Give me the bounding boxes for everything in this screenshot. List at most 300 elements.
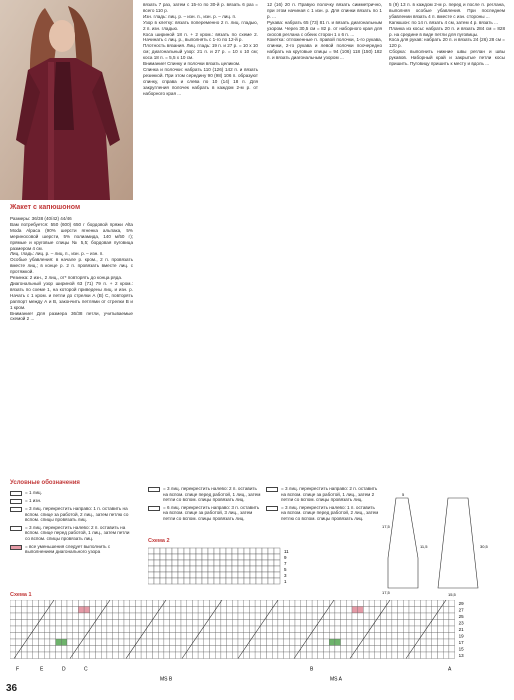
measure-6: 5 xyxy=(402,492,405,497)
scheme1-cell xyxy=(318,652,324,659)
intro-paragraph: Лиц. гладь: лиц. р. – лиц. п., изн. р. – изн. п. xyxy=(10,251,104,257)
scheme1-cell xyxy=(415,646,421,653)
scheme1-cell xyxy=(267,626,273,633)
scheme1-cell xyxy=(141,639,147,646)
scheme1-cell xyxy=(432,626,438,633)
scheme1-cell xyxy=(181,633,187,640)
scheme1-cell xyxy=(238,600,244,607)
scheme1-cell xyxy=(341,633,347,640)
scheme1-cell xyxy=(124,633,130,640)
intro-paragraph: Внимание! Для размера 36/38 петли, учитываемые схемой 2 ... xyxy=(10,310,133,322)
scheme1-cell xyxy=(255,607,261,614)
scheme1-cell xyxy=(306,652,312,659)
scheme1-cell xyxy=(329,652,335,659)
scheme2-cell xyxy=(244,560,250,566)
scheme1-cell xyxy=(56,620,62,627)
scheme1-cell xyxy=(403,626,409,633)
scheme2-cell xyxy=(268,572,274,578)
scheme1-cell xyxy=(50,652,56,659)
scheme2-cell xyxy=(250,554,256,560)
scheme1-cell xyxy=(318,633,324,640)
scheme1-cell xyxy=(192,626,198,633)
legend-symbol-icon xyxy=(148,506,160,511)
scheme1-cell xyxy=(192,620,198,627)
scheme1-cell xyxy=(375,626,381,633)
scheme1-cell xyxy=(39,626,45,633)
scheme1-cell xyxy=(153,600,159,607)
scheme2-cell xyxy=(214,566,220,572)
page-number: 36 xyxy=(6,683,18,694)
scheme1-arrow-label: D xyxy=(62,666,66,673)
scheme1-cell xyxy=(113,652,119,659)
scheme2-cell xyxy=(232,578,238,584)
scheme1-cell xyxy=(295,626,301,633)
scheme1-cell xyxy=(398,620,404,627)
scheme2-cell xyxy=(172,548,178,554)
legend-symbol-icon xyxy=(10,526,22,531)
scheme1-cell xyxy=(27,620,33,627)
scheme1-cell xyxy=(198,607,204,614)
scheme1-cell xyxy=(267,613,273,620)
measure-2: 17,5 xyxy=(382,590,390,595)
scheme1-cell xyxy=(130,633,136,640)
scheme1-cell xyxy=(392,646,398,653)
scheme1-arrow-label: E xyxy=(40,666,44,673)
scheme1-cell xyxy=(135,639,141,646)
scheme1-cell xyxy=(107,626,113,633)
scheme1-cell xyxy=(187,607,193,614)
scheme2-cell xyxy=(262,560,268,566)
scheme1-cell xyxy=(147,600,153,607)
scheme1-cell xyxy=(244,639,250,646)
scheme1-cell xyxy=(90,646,96,653)
legend-text: = 3 лиц. перекрестить направо: 2 п. оставить на вспом. спице за работой, 1 лиц., затем 2 петли со вспом. спицы провязать лиц. xyxy=(281,486,378,503)
scheme1-cell xyxy=(363,652,369,659)
scheme2-cell xyxy=(202,566,208,572)
scheme1-cell xyxy=(210,652,216,659)
scheme1-cell xyxy=(335,607,341,614)
scheme1-cell xyxy=(39,600,45,607)
scheme1-cell xyxy=(175,600,181,607)
intro-paragraph: Диагональный узор шириной 63 (71) 79 п. + 2 кром.: вязать по схеме 1, на которой приведены лиц. и изн. р. Начать с 1 кром. и петли до стрелки А (В) С, повторять раппорт между А и В, закончить петлями от стрелки В и 1 кром. xyxy=(10,280,133,310)
scheme1-cell xyxy=(107,639,113,646)
scheme1-cell xyxy=(438,607,444,614)
scheme1-cell xyxy=(130,607,136,614)
scheme1-cell xyxy=(255,652,261,659)
scheme1-row-number: 23 xyxy=(458,620,464,626)
scheme1-cell xyxy=(153,607,159,614)
scheme1-cell xyxy=(221,600,227,607)
scheme1-cell xyxy=(21,600,27,607)
scheme1-cell xyxy=(90,607,96,614)
scheme1-cell xyxy=(244,607,250,614)
scheme1-cell xyxy=(426,613,432,620)
scheme2-cell xyxy=(190,566,196,572)
scheme1-cell xyxy=(284,633,290,640)
scheme1-cell xyxy=(118,626,124,633)
scheme1-cell xyxy=(198,613,204,620)
scheme1-cell xyxy=(329,620,335,627)
legend-list-2 xyxy=(148,486,262,524)
scheme1-cell xyxy=(56,639,62,646)
scheme1-cell xyxy=(249,639,255,646)
scheme1-cell xyxy=(181,620,187,627)
scheme1-cell xyxy=(375,639,381,646)
scheme1-cell xyxy=(130,613,136,620)
scheme1-cell xyxy=(232,613,238,620)
scheme1-cell xyxy=(16,639,22,646)
scheme1-cell xyxy=(392,613,398,620)
col1-paragraph: вязать 7 раз, затем с 15-го по 30-й р. вязать 6 раз = всего 110 р. xyxy=(143,2,258,13)
scheme1-cell xyxy=(295,639,301,646)
scheme1-cell xyxy=(164,633,170,640)
scheme1-cell xyxy=(284,600,290,607)
scheme1-cell xyxy=(21,639,27,646)
legend-item xyxy=(266,505,380,522)
scheme1-cell xyxy=(369,652,375,659)
scheme2-cell xyxy=(208,548,214,554)
scheme2-cell xyxy=(148,578,154,584)
scheme1-cell xyxy=(130,639,136,646)
scheme1-cell xyxy=(158,639,164,646)
scheme1-cell xyxy=(289,613,295,620)
col1-paragraph: Плотность вязания. Лиц. гладь: 19 п. и 27 р. = 10 х 10 см; диагональный узор: 21 п. и 27 р. = 10 х 10 см; коса 18 п. = 5,5 х 10 см. xyxy=(143,43,258,61)
scheme1-cell xyxy=(398,633,404,640)
scheme1-cell xyxy=(312,613,318,620)
scheme2-cell xyxy=(148,560,154,566)
scheme1-cell xyxy=(346,626,352,633)
col1-paragraph: Внимание! Спинку и полочки вязать целиком. xyxy=(143,61,241,67)
scheme1-cell xyxy=(306,646,312,653)
scheme1-cell xyxy=(153,646,159,653)
scheme1-cell xyxy=(341,639,347,646)
scheme2-cell xyxy=(154,554,160,560)
scheme1-cell xyxy=(261,607,267,614)
scheme1-cell xyxy=(135,626,141,633)
scheme1-cell xyxy=(141,600,147,607)
legend-symbol-icon xyxy=(10,499,22,504)
scheme1-row-number: 19 xyxy=(458,633,464,639)
scheme1-cell xyxy=(158,600,164,607)
scheme1-cell xyxy=(381,620,387,627)
scheme1-cell xyxy=(369,600,375,607)
scheme2-cell xyxy=(262,548,268,554)
scheme2-cell xyxy=(166,548,172,554)
scheme1-cell xyxy=(386,607,392,614)
scheme1-cell xyxy=(403,639,409,646)
scheme1-cell xyxy=(381,639,387,646)
scheme1-cell xyxy=(170,620,176,627)
scheme1-cell xyxy=(289,607,295,614)
scheme1-cell xyxy=(443,633,449,640)
scheme1-cell xyxy=(10,607,16,614)
scheme1-cell xyxy=(50,620,56,627)
col3-paragraph: Коса для рукав: набрать 20 п. и вязать 24 (26) 28 см = 120 р. xyxy=(389,37,505,49)
scheme1-cell xyxy=(392,639,398,646)
scheme2-cell xyxy=(160,560,166,566)
scheme1-cell xyxy=(204,652,210,659)
scheme1-cell xyxy=(352,626,358,633)
col1-paragraph: Узор в клетку: вязать попеременно 2 п. лиц. гладью, 2 п. изн. гладью. xyxy=(143,19,258,31)
scheme1-cell xyxy=(267,639,273,646)
scheme1-cell xyxy=(272,626,278,633)
scheme1-cell xyxy=(386,626,392,633)
scheme2-cell xyxy=(160,578,166,584)
scheme1-cell xyxy=(449,639,455,646)
scheme1-cell xyxy=(175,620,181,627)
scheme1-arrow-label: A xyxy=(448,666,452,673)
scheme1-cell xyxy=(61,626,67,633)
scheme1-cell xyxy=(73,613,79,620)
scheme1-cell xyxy=(249,620,255,627)
scheme1-cell xyxy=(50,639,56,646)
scheme1-cell xyxy=(78,607,84,614)
scheme2-cell xyxy=(250,578,256,584)
legend-title: Условные обозначения xyxy=(10,480,80,486)
text-column-1 xyxy=(143,2,258,160)
scheme2-cell xyxy=(184,578,190,584)
scheme2-cell xyxy=(178,554,184,560)
scheme1-cell xyxy=(335,626,341,633)
legend-list-3 xyxy=(266,486,380,524)
scheme1-cell xyxy=(272,652,278,659)
col3-paragraph: Сборка: выполнить нижние швы реглан и швы рукавов. Наборный край и закрытые петли косы пришить. Пуговицу пришить к месту и вдоль ... xyxy=(389,49,505,67)
scheme2-cell xyxy=(262,572,268,578)
scheme1-cell xyxy=(210,626,216,633)
scheme1-cell xyxy=(420,613,426,620)
col2-paragraph: 12 (16) 20 п. Правую полочку вязать симметрично, при этом начиная с 1 изн. р. Для спинки вязать по 1 р. ... xyxy=(267,2,382,19)
scheme1-cell xyxy=(449,652,455,659)
scheme1-cell xyxy=(10,639,16,646)
scheme1-cell xyxy=(158,646,164,653)
scheme1-cell xyxy=(272,620,278,627)
scheme2-cell xyxy=(148,554,154,560)
scheme2-cell xyxy=(148,572,154,578)
scheme1-cell xyxy=(107,646,113,653)
scheme1-cell xyxy=(33,646,39,653)
scheme1-cell xyxy=(420,646,426,653)
scheme1-cell xyxy=(272,639,278,646)
scheme1-cell xyxy=(227,626,233,633)
scheme2-cell xyxy=(244,572,250,578)
scheme1-cell xyxy=(187,600,193,607)
scheme2-cell xyxy=(256,578,262,584)
scheme2-cell xyxy=(226,554,232,560)
scheme1-cell xyxy=(181,613,187,620)
scheme1-cell xyxy=(16,626,22,633)
scheme1-cell xyxy=(255,600,261,607)
scheme1-cell xyxy=(50,600,56,607)
scheme1-cell xyxy=(50,626,56,633)
scheme1-cell xyxy=(210,620,216,627)
scheme1-cell xyxy=(329,607,335,614)
scheme1-cell xyxy=(187,613,193,620)
scheme2-cell xyxy=(256,572,262,578)
scheme1-cell xyxy=(278,646,284,653)
scheme1-cell xyxy=(432,620,438,627)
scheme1-cell xyxy=(386,620,392,627)
scheme1-cell xyxy=(215,626,221,633)
scheme1-cell xyxy=(415,652,421,659)
scheme1-cell xyxy=(227,620,233,627)
scheme1-cell xyxy=(301,652,307,659)
scheme1-cell xyxy=(324,646,330,653)
scheme1-cell xyxy=(16,620,22,627)
scheme1-cell xyxy=(187,626,193,633)
scheme1-cell xyxy=(170,613,176,620)
scheme1-cell xyxy=(369,620,375,627)
scheme1-cell xyxy=(375,633,381,640)
scheme1-cell xyxy=(426,652,432,659)
scheme1-arrow-label: B xyxy=(310,666,314,673)
intro-paragraph: Особые убавления: в начале р. кром., 2 п. провязать вместе лиц.; в конце р. 2 п. провязать вместе лиц. с протяжкой. xyxy=(10,257,133,275)
scheme1-cell xyxy=(409,613,415,620)
scheme1-cell xyxy=(27,613,33,620)
scheme1-cell xyxy=(335,633,341,640)
scheme1-cell xyxy=(335,646,341,653)
scheme2-cell xyxy=(232,548,238,554)
scheme1-cell xyxy=(267,646,273,653)
scheme1-cell xyxy=(61,613,67,620)
scheme2-cell xyxy=(250,572,256,578)
scheme1-cell xyxy=(409,620,415,627)
scheme1-cell xyxy=(170,633,176,640)
scheme1-cell xyxy=(409,600,415,607)
scheme1-cell xyxy=(449,613,455,620)
scheme1-cell xyxy=(221,639,227,646)
measure-3: 11,5 xyxy=(420,544,428,549)
scheme1-cell xyxy=(244,652,250,659)
scheme1-cell xyxy=(238,633,244,640)
legend-symbol-icon xyxy=(10,491,22,496)
scheme1-cell xyxy=(403,613,409,620)
scheme2-cell xyxy=(238,566,244,572)
scheme1-cell xyxy=(289,646,295,653)
scheme1-cell xyxy=(73,646,79,653)
scheme1-cell xyxy=(107,652,113,659)
scheme1-cell xyxy=(135,620,141,627)
col2-paragraph: Рукава: набрать 65 (73) 81 п. и вязать диагональным узором. Через 30,5 см = 82 р. от наборного края для скосов реглана с обеих сторон 1 х 6 п. ... xyxy=(267,19,382,37)
scheme1-cell xyxy=(244,600,250,607)
scheme1-cell xyxy=(420,620,426,627)
scheme1-cell xyxy=(255,639,261,646)
scheme1-cell xyxy=(210,600,216,607)
scheme1-cell xyxy=(278,639,284,646)
scheme1-cell xyxy=(130,600,136,607)
scheme1-row-number: 15 xyxy=(458,646,464,652)
scheme2-cell xyxy=(256,566,262,572)
scheme2-cell xyxy=(190,578,196,584)
scheme1-cell xyxy=(426,600,432,607)
scheme1-cell xyxy=(295,613,301,620)
scheme2-cell xyxy=(202,560,208,566)
scheme1-cell xyxy=(181,607,187,614)
scheme1-cell xyxy=(204,646,210,653)
scheme1-cell xyxy=(124,626,130,633)
scheme1-cell xyxy=(113,639,119,646)
scheme1-cell xyxy=(381,633,387,640)
scheme1-cell xyxy=(118,613,124,620)
scheme1-cell xyxy=(21,633,27,640)
scheme1-cell xyxy=(278,607,284,614)
scheme1-cell xyxy=(198,620,204,627)
text-column-0 xyxy=(10,216,133,506)
scheme1-cell xyxy=(16,600,22,607)
scheme1-cell xyxy=(409,646,415,653)
scheme1-cell xyxy=(124,620,130,627)
scheme1-cell xyxy=(67,620,73,627)
scheme2-cell xyxy=(220,578,226,584)
scheme2-cell xyxy=(238,554,244,560)
scheme1-cell xyxy=(312,633,318,640)
scheme1-cell xyxy=(289,652,295,659)
legend-text: = все уменьшения следует выполнить с выполнением диагонального узора xyxy=(25,543,111,555)
scheme1-cell xyxy=(295,607,301,614)
scheme1-cell xyxy=(135,652,141,659)
scheme1-cell xyxy=(329,626,335,633)
scheme2-cell xyxy=(238,572,244,578)
scheme1-cell xyxy=(113,613,119,620)
scheme1-cell xyxy=(84,626,90,633)
scheme2-cell xyxy=(154,578,160,584)
scheme1-cell xyxy=(39,633,45,640)
scheme1-cell xyxy=(118,600,124,607)
scheme1-cell xyxy=(244,626,250,633)
legend-list-1 xyxy=(10,490,135,557)
scheme1-cell xyxy=(67,639,73,646)
scheme1-cell xyxy=(301,646,307,653)
scheme1-row-number: 17 xyxy=(458,640,464,645)
scheme1-cell xyxy=(181,626,187,633)
scheme2-cell xyxy=(196,560,202,566)
scheme2-cell xyxy=(274,554,280,560)
scheme1-cell xyxy=(346,652,352,659)
scheme1-cell xyxy=(232,607,238,614)
scheme2-cell xyxy=(202,578,208,584)
scheme1-cell xyxy=(164,652,170,659)
scheme1-cell xyxy=(175,607,181,614)
scheme1-cell xyxy=(346,600,352,607)
scheme1-cell xyxy=(312,646,318,653)
scheme1-cell xyxy=(249,600,255,607)
scheme1-cell xyxy=(346,633,352,640)
scheme1-cell xyxy=(409,633,415,640)
scheme1-cell xyxy=(426,633,432,640)
scheme1-cell xyxy=(438,626,444,633)
scheme1-cell xyxy=(141,652,147,659)
scheme1-cell xyxy=(346,646,352,653)
scheme1-cell xyxy=(215,652,221,659)
scheme1-cell xyxy=(352,613,358,620)
scheme1-cell xyxy=(10,626,16,633)
scheme1-cell xyxy=(170,607,176,614)
scheme1-cell xyxy=(221,646,227,653)
scheme2-cell xyxy=(268,578,274,584)
scheme1-cell xyxy=(90,652,96,659)
scheme1-cell xyxy=(158,620,164,627)
scheme1-cell xyxy=(198,626,204,633)
scheme1-cell xyxy=(432,646,438,653)
scheme1-cell xyxy=(267,620,273,627)
scheme1-cell xyxy=(135,646,141,653)
scheme1-cell xyxy=(438,652,444,659)
scheme2-cell xyxy=(160,548,166,554)
scheme1-cell xyxy=(118,633,124,640)
scheme1-cell xyxy=(130,620,136,627)
scheme1-cell xyxy=(352,620,358,627)
scheme1-cell xyxy=(170,600,176,607)
scheme1-cell xyxy=(107,633,113,640)
